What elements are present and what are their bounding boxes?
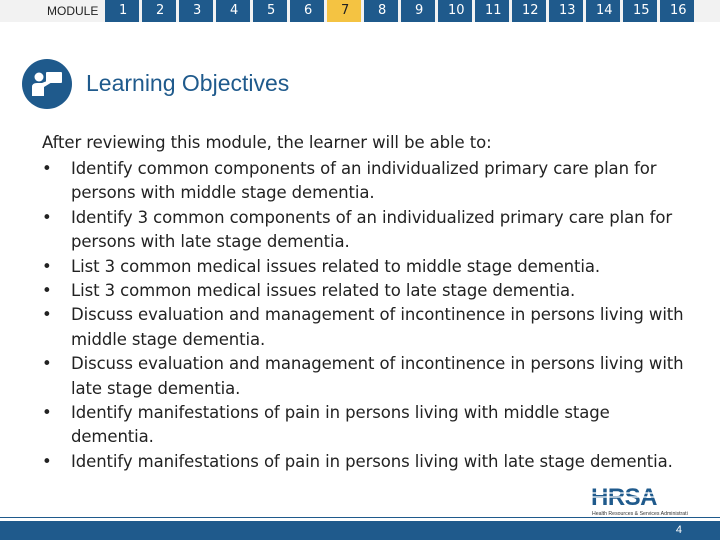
bullet: • bbox=[42, 207, 52, 227]
objective-text: List 3 common medical issues related to middle stage dementia. bbox=[71, 256, 601, 276]
module-tab-11[interactable]: 11 bbox=[475, 0, 509, 22]
objective-text: Identify common components of an individualized primary care plan for persons with middle stage dementia. bbox=[71, 159, 657, 203]
bullet: • bbox=[42, 256, 52, 276]
module-tab-9[interactable]: 9 bbox=[401, 0, 435, 22]
footer-bar bbox=[0, 521, 720, 540]
objective-text: Identify 3 common components of an individualized primary care plan for persons with late stage dementia. bbox=[71, 207, 672, 252]
svg-text:Health Resources & Services Ad: Health Resources & Services Administration bbox=[592, 511, 688, 517]
module-tab-1[interactable]: 1 bbox=[105, 0, 139, 22]
module-nav-bar bbox=[0, 0, 720, 22]
bullet: • bbox=[42, 159, 52, 178]
module-tab-16[interactable]: 16 bbox=[660, 0, 694, 22]
module-tab-10[interactable]: 10 bbox=[438, 0, 472, 22]
module-tab-6[interactable]: 6 bbox=[290, 0, 324, 22]
objective-item bbox=[42, 255, 692, 279]
teacher-presenting-icon bbox=[22, 59, 72, 109]
objective-text: Identify manifestations of pain in persons living with late stage dementia. bbox=[71, 451, 673, 471]
module-tab-2[interactable]: 2 bbox=[142, 0, 176, 22]
objective-text: Discuss evaluation and management of incontinence in persons living with middle stage dementia. bbox=[71, 305, 684, 349]
hrsa-logo bbox=[590, 484, 688, 518]
module-tab-8[interactable]: 8 bbox=[364, 0, 398, 22]
bullet: • bbox=[42, 403, 52, 423]
module-tab-15[interactable]: 15 bbox=[623, 0, 657, 22]
module-tab-13[interactable]: 13 bbox=[549, 0, 583, 22]
module-tab-7[interactable]: 7 bbox=[327, 0, 361, 22]
module-label: MODULE bbox=[47, 4, 99, 18]
objective-item bbox=[42, 279, 692, 303]
module-tab-12[interactable]: 12 bbox=[512, 0, 546, 22]
footer-divider bbox=[0, 517, 720, 518]
objective-item bbox=[42, 303, 692, 352]
bullet: • bbox=[42, 305, 52, 325]
module-tab-3[interactable]: 3 bbox=[179, 0, 213, 22]
objective-item bbox=[42, 450, 692, 474]
module-tab-5[interactable]: 5 bbox=[253, 0, 287, 22]
objective-text: Discuss evaluation and management of incontinence in persons living with late stage dementia. bbox=[71, 354, 684, 398]
module-tab-4[interactable]: 4 bbox=[216, 0, 250, 22]
intro-text: After reviewing this module, the learner will be able to: bbox=[42, 133, 492, 152]
objective-item bbox=[42, 401, 692, 450]
objective-item bbox=[42, 352, 692, 401]
objective-text: Identify manifestations of pain in persons living with middle stage dementia. bbox=[71, 403, 610, 447]
bullet: • bbox=[42, 354, 52, 374]
bullet: • bbox=[42, 451, 52, 471]
page-title: Learning Objectives bbox=[86, 70, 290, 96]
bullet: • bbox=[42, 281, 52, 301]
module-tab-14[interactable]: 14 bbox=[586, 0, 620, 22]
svg-text:HRSA: HRSA bbox=[591, 484, 658, 511]
objective-item bbox=[42, 206, 692, 255]
objective-item bbox=[42, 157, 692, 206]
objectives-list bbox=[42, 157, 692, 474]
objective-text: List 3 common medical issues related to late stage dementia. bbox=[71, 281, 576, 301]
page-number: 4 bbox=[675, 524, 682, 536]
